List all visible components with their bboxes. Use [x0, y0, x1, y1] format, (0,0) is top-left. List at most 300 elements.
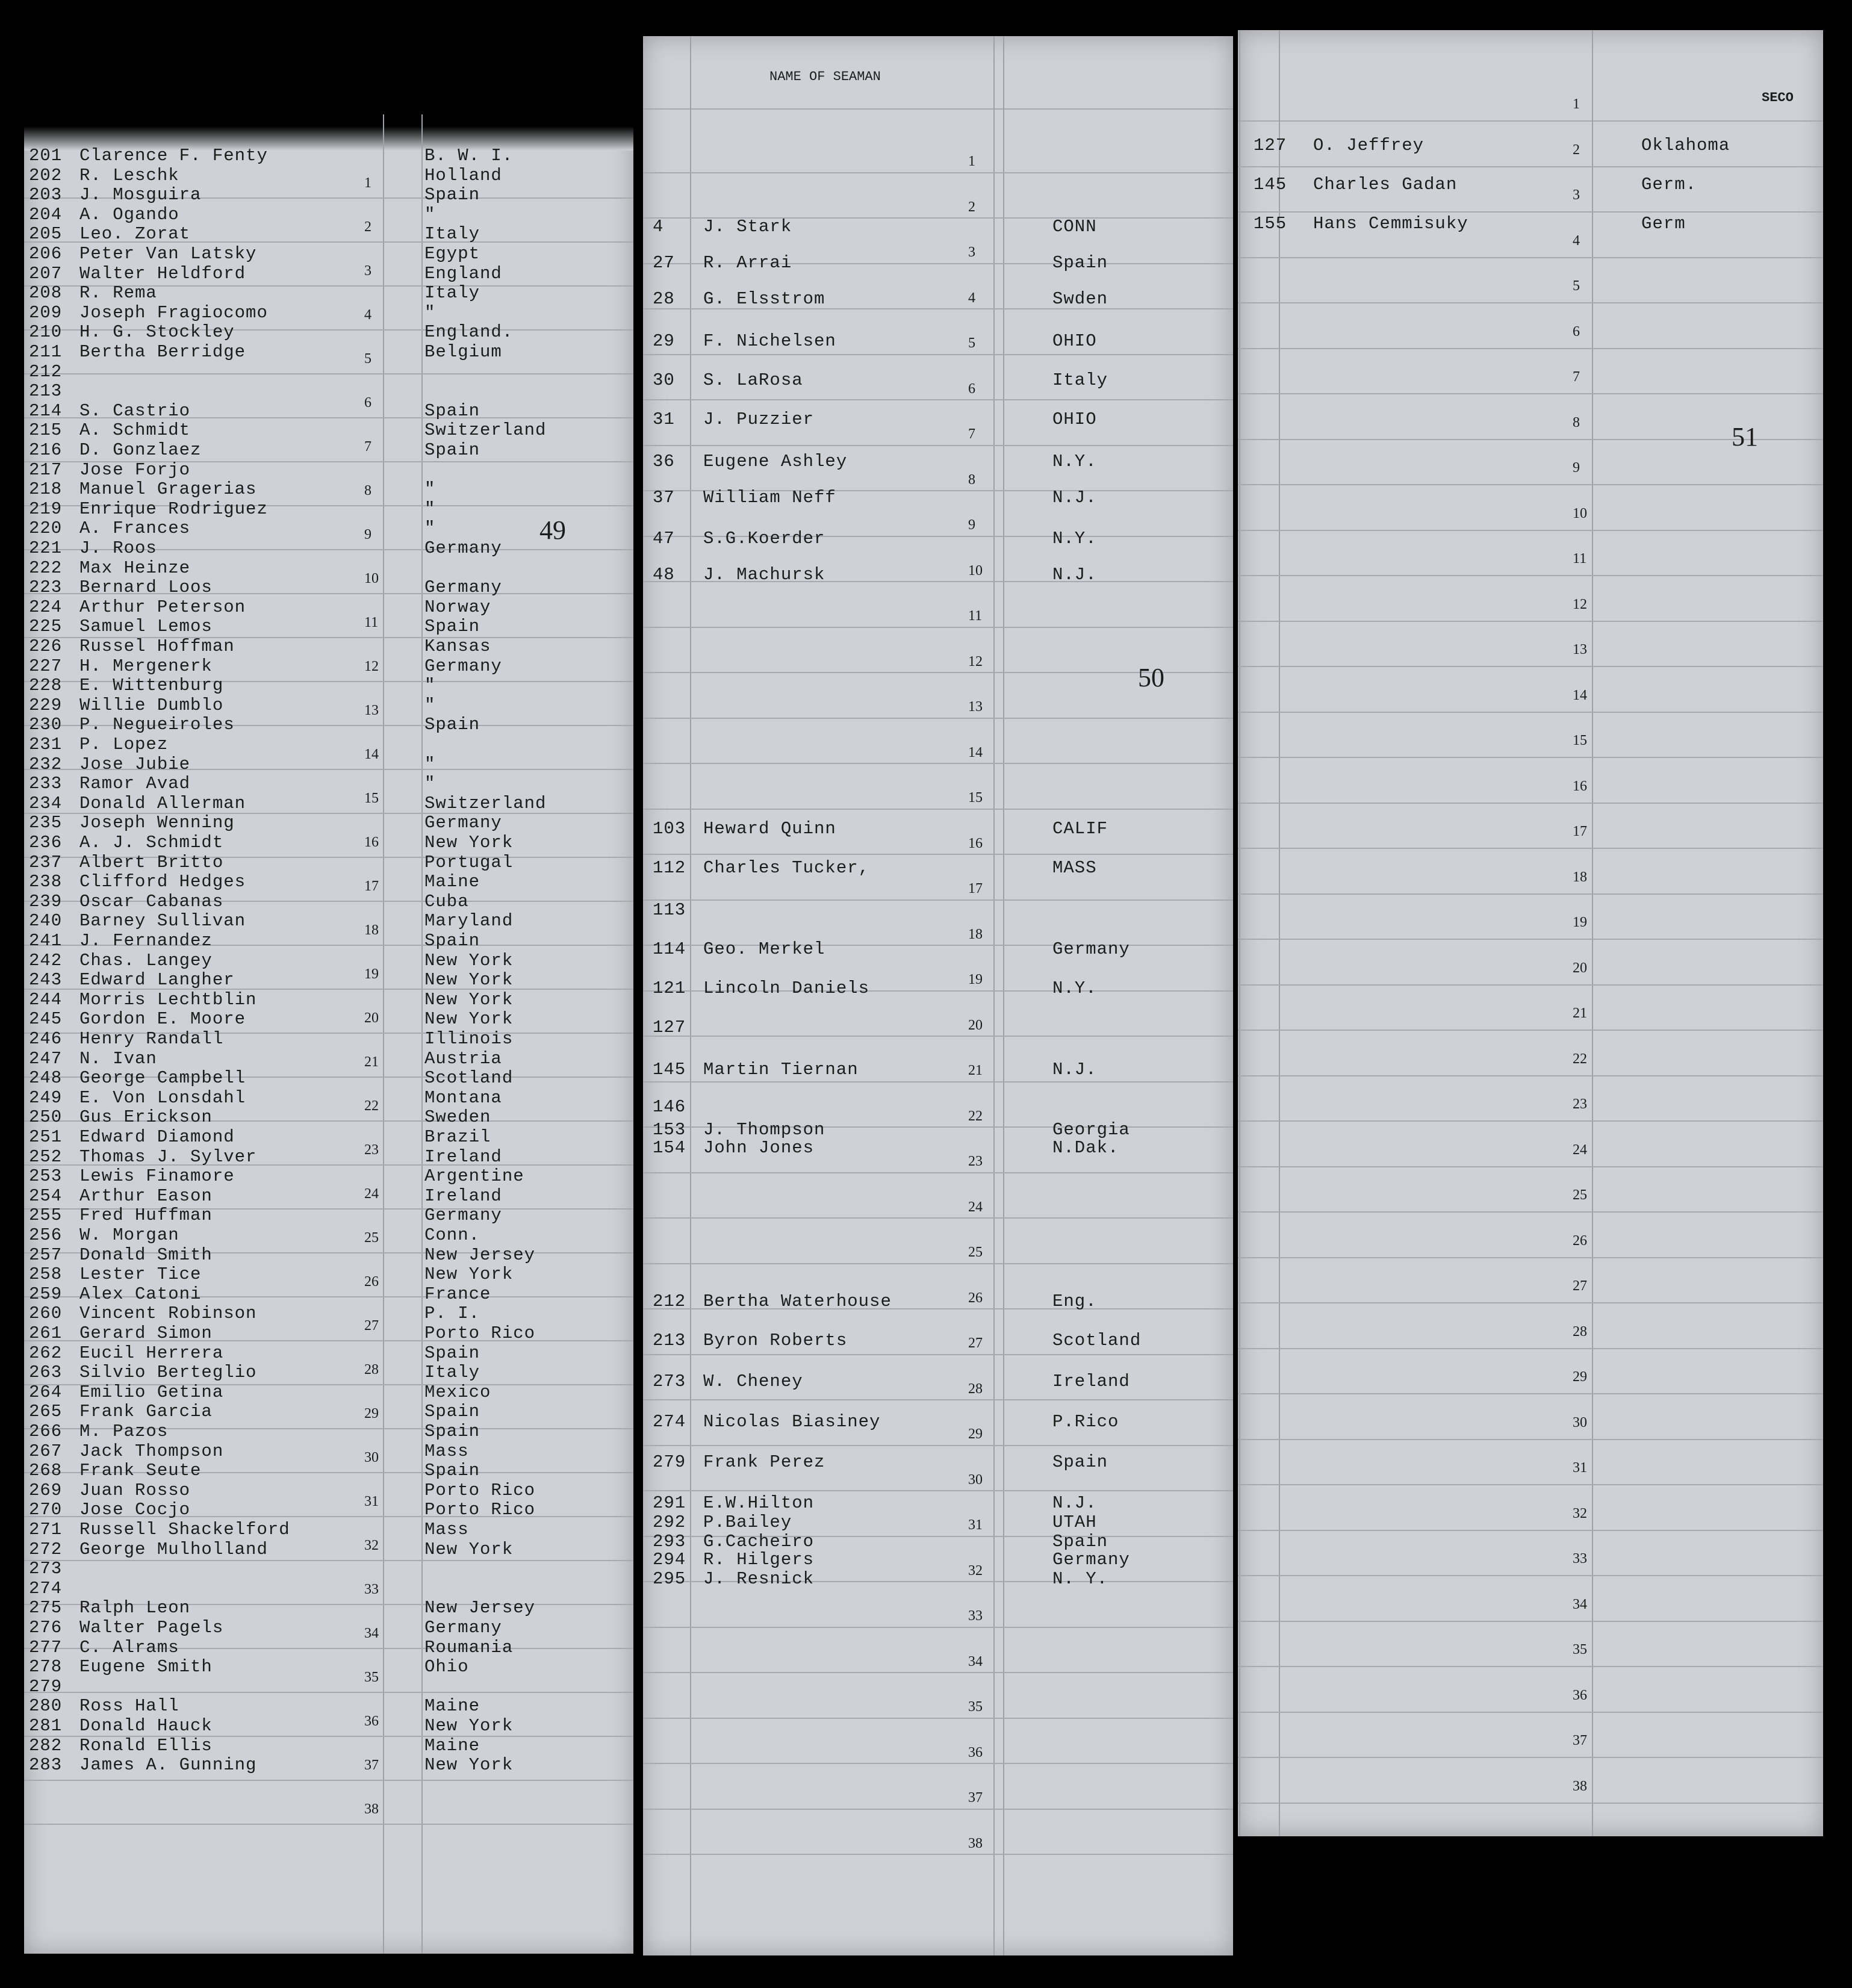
seaman-name: E. Wittenburg [79, 676, 224, 696]
entry-number: 48 [653, 565, 675, 585]
line-number: 20 [968, 1017, 983, 1033]
seaman-name: Donald Allerman [79, 793, 246, 813]
entry-number: 293 [653, 1532, 686, 1552]
entry-number: 233 [29, 774, 63, 794]
seaman-name: W. Cheney [703, 1371, 803, 1391]
line-number: 1 [968, 154, 975, 169]
birthplace: Brazil [424, 1127, 491, 1147]
line-number: 4 [1573, 232, 1580, 249]
column-divider [1003, 36, 1004, 1955]
line-number: 32 [364, 1538, 379, 1553]
entry-number: 252 [29, 1146, 63, 1167]
entry-number: 127 [653, 1017, 686, 1037]
entry-number: 248 [29, 1068, 63, 1089]
entry-number: 292 [653, 1512, 686, 1532]
line-number: 34 [1573, 1596, 1587, 1612]
seaman-name: Max Heinze [79, 558, 191, 578]
ruled-line [643, 1854, 1233, 1855]
line-number: 21 [364, 1054, 379, 1070]
birthplace: CALIF [1052, 819, 1108, 839]
seaman-name: Edward Langher [79, 970, 235, 990]
birthplace: Argentine [424, 1166, 524, 1187]
birthplace: P.Rico [1052, 1412, 1119, 1432]
birthplace: Roumania [424, 1637, 514, 1657]
birthplace: Spain [424, 617, 480, 637]
seaman-name: S.G.Koerder [703, 529, 825, 548]
birthplace: Montana [424, 1087, 502, 1108]
seaman-name: Ralph Leon [79, 1598, 191, 1618]
line-number: 26 [364, 1274, 379, 1290]
line-number: 19 [968, 972, 983, 987]
birthplace: Swden [1052, 289, 1108, 309]
entry-number: 250 [29, 1107, 63, 1128]
column-divider [690, 36, 691, 1955]
birthplace: Germany [424, 538, 502, 558]
entry-number: 154 [653, 1138, 686, 1158]
entry-number: 274 [29, 1578, 63, 1598]
ruled-line [1238, 1302, 1823, 1303]
seaman-name: A. Frances [79, 518, 191, 539]
entry-number: 282 [29, 1735, 63, 1756]
birthplace: New York [424, 833, 514, 853]
seaman-name: Heward Quinn [703, 819, 836, 839]
birthplace: Germany [424, 1205, 502, 1226]
line-number: 24 [1573, 1142, 1587, 1158]
entry-number: 273 [653, 1371, 686, 1391]
entry-number: 216 [29, 440, 63, 460]
birthplace: Maryland [424, 911, 514, 931]
seaman-name: John Jones [703, 1138, 815, 1158]
entry-number: 226 [29, 636, 63, 656]
line-number: 18 [968, 926, 983, 942]
entry-number: 27 [653, 253, 675, 273]
line-number: 19 [364, 966, 379, 982]
birthplace: Spain [424, 1421, 480, 1441]
column-divider [1279, 30, 1280, 1836]
line-number: 9 [968, 517, 975, 533]
ruled-line [643, 1490, 1233, 1491]
birthplace: Holland [424, 165, 502, 185]
entry-number: 279 [29, 1676, 63, 1697]
entry-number: 145 [1254, 175, 1287, 194]
line-number: 22 [968, 1108, 983, 1124]
birthplace: P. I. [424, 1303, 480, 1324]
line-number: 21 [1573, 1005, 1587, 1021]
line-number: 7 [364, 439, 371, 455]
birthplace: N.Y. [1052, 978, 1097, 998]
entry-number: 238 [29, 872, 63, 892]
birthplace: N.Y. [1052, 529, 1097, 548]
line-number: 3 [1573, 187, 1580, 203]
ruled-line [643, 1763, 1233, 1764]
birthplace: Italy [424, 283, 480, 303]
header-rule [1238, 120, 1823, 122]
line-number: 16 [968, 835, 983, 851]
line-number: 3 [968, 244, 975, 260]
seaman-name: Clarence F. Fenty [79, 146, 268, 166]
ruled-line [1238, 302, 1823, 303]
ruled-line [1238, 939, 1823, 940]
birthplace: MASS [1052, 858, 1097, 878]
entry-number: 145 [653, 1060, 686, 1079]
header-rule [643, 108, 1233, 110]
entry-number: 47 [653, 529, 675, 548]
entry-number: 251 [29, 1127, 63, 1147]
entry-number: 244 [29, 989, 63, 1010]
ruled-line [1238, 484, 1823, 485]
seaman-name: Barney Sullivan [79, 911, 246, 931]
seaman-name: E. Von Lonsdahl [79, 1087, 246, 1108]
line-number: 20 [1573, 960, 1587, 976]
ruled-line [643, 445, 1233, 446]
birthplace: New York [424, 989, 514, 1010]
seaman-name: W. Morgan [79, 1225, 179, 1245]
line-number: 31 [364, 1494, 379, 1509]
entry-number: 202 [29, 165, 63, 185]
entry-number: 246 [29, 1029, 63, 1049]
birthplace: Scotland [1052, 1331, 1142, 1350]
birthplace: Kansas [424, 636, 491, 656]
ruled-line [643, 1263, 1233, 1264]
line-number: 16 [364, 834, 379, 850]
line-number: 17 [968, 881, 983, 896]
ruled-line [1238, 1166, 1823, 1167]
entry-number: 235 [29, 813, 63, 833]
middle-ledger-sheet [643, 36, 1233, 1955]
line-number: 7 [968, 426, 975, 442]
birthplace: Spain [1052, 1452, 1108, 1472]
line-number: 33 [364, 1582, 379, 1597]
line-number: 17 [1573, 824, 1587, 839]
seaman-name: Willie Dumblo [79, 695, 224, 715]
seaman-name: Bertha Berridge [79, 342, 246, 362]
seaman-name: Joseph Fragiocomo [79, 302, 268, 323]
line-number: 23 [364, 1142, 379, 1158]
line-number: 27 [364, 1318, 379, 1334]
line-number: 29 [364, 1406, 379, 1421]
left-ledger-sheet [24, 114, 633, 1954]
birthplace: New Jersey [424, 1244, 536, 1265]
entry-number: 28 [653, 289, 675, 309]
birthplace: Germany [424, 813, 502, 833]
birthplace: Spain [1052, 1532, 1108, 1552]
birthplace: Spain [424, 400, 480, 421]
line-number: 23 [968, 1154, 983, 1169]
birthplace: Norway [424, 597, 491, 617]
entry-number: 212 [653, 1291, 686, 1311]
ruled-line [643, 1718, 1233, 1719]
entry-number: 121 [653, 978, 686, 998]
line-number: 5 [364, 351, 371, 367]
seaman-name: Enrique Rodriguez [79, 499, 268, 519]
entry-number: 37 [653, 488, 675, 508]
entry-number: 274 [653, 1412, 686, 1432]
seaman-name: Alex Catoni [79, 1284, 202, 1304]
birthplace: New York [424, 970, 514, 990]
ruled-line [1238, 530, 1823, 531]
seaman-name: Eugene Ashley [703, 452, 848, 471]
seaman-name: Emilio Getina [79, 1382, 224, 1402]
entry-number: 270 [29, 1500, 63, 1520]
seaman-name: P.Bailey [703, 1512, 792, 1532]
ruled-line [1238, 1393, 1823, 1394]
line-number: 30 [968, 1471, 983, 1488]
entry-number: 113 [653, 900, 686, 920]
line-number: 22 [1573, 1051, 1587, 1067]
line-number: 22 [364, 1098, 379, 1114]
seaman-name: J. Mosguira [79, 185, 202, 205]
line-number: 2 [364, 219, 371, 235]
line-number: 28 [364, 1362, 379, 1378]
line-number: 26 [1573, 1232, 1587, 1249]
entry-number: 275 [29, 1598, 63, 1618]
entry-number: 206 [29, 244, 63, 264]
birthplace: Maine [424, 1735, 480, 1756]
seaman-name: Juan Rosso [79, 1480, 191, 1500]
ruled-line [643, 1445, 1233, 1446]
line-number: 36 [968, 1744, 983, 1760]
birthplace: N. Y. [1052, 1569, 1108, 1589]
ruled-line [643, 354, 1233, 355]
ruled-line [1238, 1439, 1823, 1440]
entry-number: 211 [29, 342, 63, 362]
line-number: 15 [968, 790, 983, 806]
birthplace: N.J. [1052, 1493, 1097, 1513]
ruled-line [1238, 1803, 1823, 1804]
birthplace: Germ. [1641, 175, 1697, 194]
line-number: 33 [968, 1608, 983, 1624]
line-number: 12 [968, 653, 983, 669]
line-number: 8 [1573, 414, 1580, 430]
seaman-name: Donald Hauck [79, 1716, 213, 1736]
line-number: 12 [364, 659, 379, 674]
entry-number: 259 [29, 1284, 63, 1304]
birthplace: " [424, 754, 436, 774]
birthplace: Porto Rico [424, 1480, 536, 1500]
birthplace: New York [424, 1716, 514, 1736]
column-divider [1592, 30, 1593, 1836]
birthplace: New York [424, 950, 514, 971]
line-number: 21 [968, 1063, 983, 1078]
ruled-line [1238, 1120, 1823, 1122]
birthplace: Spain [424, 1461, 480, 1481]
seaman-name: Lester Tice [79, 1264, 202, 1285]
line-number: 37 [364, 1757, 379, 1773]
line-number: 5 [1573, 278, 1580, 294]
birthplace: New York [424, 1539, 514, 1559]
birthplace: B. W. I. [424, 146, 514, 166]
line-number: 37 [968, 1790, 983, 1806]
seaman-name: Walter Pagels [79, 1618, 224, 1638]
line-number: 33 [1573, 1551, 1587, 1567]
seaman-name: Vincent Robinson [79, 1303, 257, 1324]
birthplace: OHIO [1052, 409, 1097, 429]
birthplace: " [424, 774, 436, 794]
page-subtotal: 49 [539, 515, 566, 545]
line-number: 25 [968, 1244, 983, 1260]
page-subtotal: 51 [1732, 422, 1758, 452]
birthplace: UTAH [1052, 1512, 1097, 1532]
entry-number: 265 [29, 1402, 63, 1422]
ruled-line [1238, 1575, 1823, 1576]
column-divider [383, 114, 384, 1954]
entry-number: 276 [29, 1618, 63, 1638]
ruled-line [1238, 848, 1823, 849]
entry-number: 222 [29, 558, 63, 578]
seaman-name: Jose Forjo [79, 459, 191, 480]
birthplace: Germany [424, 1618, 502, 1638]
line-number: 11 [364, 615, 379, 630]
entry-number: 204 [29, 204, 63, 225]
entry-number: 295 [653, 1569, 686, 1589]
column-divider [1239, 30, 1240, 1836]
seaman-name: Walter Heldford [79, 263, 246, 284]
birthplace: Ireland [424, 1146, 502, 1167]
entry-number: 260 [29, 1303, 63, 1324]
ruled-line [1238, 621, 1823, 622]
seaman-name: William Neff [703, 488, 836, 508]
entry-number: 29 [653, 331, 675, 351]
entry-number: 205 [29, 224, 63, 244]
seaman-name: J. Roos [79, 538, 157, 558]
entry-number: 114 [653, 939, 686, 959]
line-number: 2 [968, 199, 975, 215]
seaman-name: A. Schmidt [79, 420, 191, 441]
ruled-line [1238, 712, 1823, 713]
line-number: 15 [364, 791, 379, 806]
ruled-line [24, 1560, 633, 1561]
ruled-line [643, 1217, 1233, 1219]
entry-number: 243 [29, 970, 63, 990]
entry-number: 279 [653, 1452, 686, 1472]
seaman-name: R. Rema [79, 283, 157, 303]
birthplace: OHIO [1052, 331, 1097, 351]
line-number: 5 [968, 335, 975, 351]
entry-number: 278 [29, 1657, 63, 1677]
ruled-line [643, 399, 1233, 400]
seaman-name: George Mulholland [79, 1539, 268, 1559]
birthplace: Maine [424, 872, 480, 892]
seaman-name: Ronald Ellis [79, 1735, 213, 1756]
entry-number: 228 [29, 676, 63, 696]
birthplace: Germany [424, 656, 502, 676]
line-number: 38 [364, 1801, 379, 1817]
entry-number: 4 [653, 217, 664, 237]
birthplace: France [424, 1284, 491, 1304]
seaman-name: S. Castrio [79, 400, 191, 421]
line-number: 28 [1573, 1323, 1587, 1340]
line-number: 11 [1573, 551, 1587, 567]
line-number: 11 [968, 608, 983, 624]
seaman-name: Oscar Cabanas [79, 891, 224, 912]
ruled-line [1238, 393, 1823, 394]
entry-number: 253 [29, 1166, 63, 1187]
entry-number: 249 [29, 1087, 63, 1108]
entry-number: 224 [29, 597, 63, 617]
ruled-line [24, 1692, 633, 1693]
line-number: 13 [968, 699, 983, 715]
ruled-line [643, 1627, 1233, 1628]
birthplace: Ireland [424, 1185, 502, 1206]
birthplace: " [424, 518, 436, 539]
birthplace: Germany [424, 577, 502, 598]
line-number: 34 [364, 1626, 379, 1641]
line-number: 14 [364, 747, 379, 762]
line-number: 18 [364, 922, 379, 938]
entry-number: 280 [29, 1696, 63, 1716]
line-number: 6 [1573, 323, 1580, 340]
line-number: 28 [968, 1381, 983, 1397]
birthplace: Porto Rico [424, 1500, 536, 1520]
seaman-name: Edward Diamond [79, 1127, 235, 1147]
column-header: NAME OF SEAMAN [769, 69, 881, 84]
right-ledger-sheet [1238, 30, 1823, 1836]
birthplace: Portugal [424, 852, 514, 872]
birthplace: " [424, 479, 436, 500]
seaman-name: Bertha Waterhouse [703, 1291, 892, 1311]
line-number: 35 [1573, 1642, 1587, 1657]
seaman-name: Geo. Merkel [703, 939, 825, 959]
seaman-name: Russel Hoffman [79, 636, 235, 656]
line-number: 30 [1573, 1414, 1587, 1430]
ruled-line [1238, 803, 1823, 804]
line-number: 12 [1573, 596, 1587, 612]
entry-number: 247 [29, 1048, 63, 1069]
entry-number: 215 [29, 420, 63, 441]
seaman-name: A. Ogando [79, 204, 179, 225]
seaman-name: Leo. Zorat [79, 224, 191, 244]
birthplace: Spain [424, 931, 480, 951]
entry-number: 201 [29, 146, 63, 166]
birthplace: Germany [1052, 1550, 1130, 1570]
ruled-line [643, 718, 1233, 719]
seaman-name: Silvio Berteglio [79, 1362, 257, 1383]
line-number: 24 [364, 1186, 379, 1202]
column-divider [421, 114, 423, 1954]
ruled-line [1238, 1348, 1823, 1349]
seaman-name: M. Pazos [79, 1421, 169, 1441]
line-number: 15 [1573, 733, 1587, 748]
line-number: 10 [364, 571, 379, 586]
entry-number: 255 [29, 1205, 63, 1226]
line-number: 25 [364, 1230, 379, 1246]
line-number: 20 [364, 1010, 379, 1026]
entry-number: 103 [653, 819, 686, 839]
entry-number: 227 [29, 656, 63, 676]
seaman-name: E.W.Hilton [703, 1493, 815, 1513]
ruled-line [24, 373, 633, 374]
birthplace: Mass [424, 1520, 469, 1539]
entry-number: 220 [29, 518, 63, 539]
seaman-name: Jose Jubie [79, 754, 191, 774]
birthplace: Egypt [424, 244, 480, 264]
ruled-line [1238, 1757, 1823, 1758]
seaman-name: J. Resnick [703, 1569, 815, 1589]
ruled-line [1238, 575, 1823, 576]
seaman-name: Jack Thompson [79, 1441, 224, 1461]
line-number: 30 [364, 1450, 379, 1465]
entry-number: 257 [29, 1244, 63, 1265]
entry-number: 269 [29, 1480, 63, 1500]
line-number: 10 [968, 562, 983, 579]
ruled-line [1238, 984, 1823, 986]
birthplace: Maine [424, 1696, 480, 1716]
entry-number: 241 [29, 931, 63, 951]
entry-number: 277 [29, 1637, 63, 1657]
line-number: 24 [968, 1199, 983, 1215]
entry-number: 271 [29, 1520, 63, 1539]
seaman-name: N. Ivan [79, 1048, 157, 1069]
